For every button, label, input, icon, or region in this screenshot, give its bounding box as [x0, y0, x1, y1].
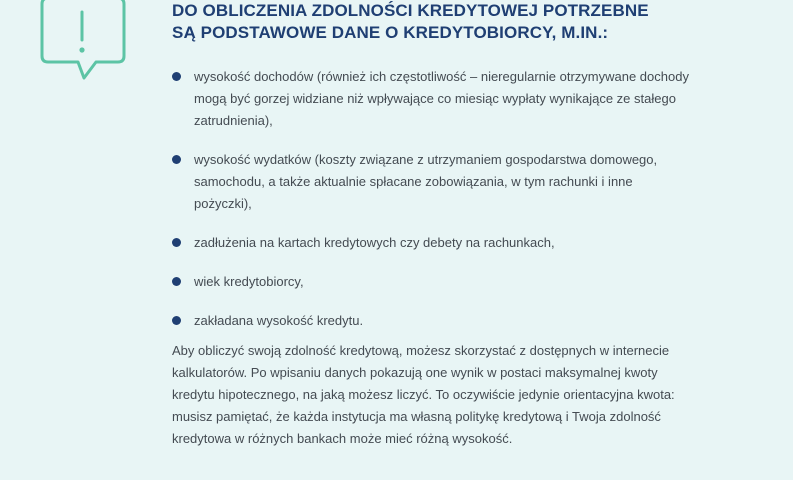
exclamation-speech-bubble-icon — [38, 0, 126, 86]
bullet-icon — [172, 316, 181, 325]
list-item — [172, 271, 692, 293]
bullet-icon — [172, 72, 181, 81]
list-item — [172, 66, 692, 132]
list-item-text: zakładana wysokość kredytu. — [194, 313, 364, 328]
body-paragraph: Aby obliczyć swoją zdolność kredytową, możesz skorzystać z dostępnych w internecie kalkulatorów. Po wpisaniu danych pokazują one wynik w postaci maksymalnej kwoty kredytu hipotecznego, na jaką możesz liczyć. To oczywiście jedynie orientacyjna kwota: musisz pamiętać, że każda instytucja ma własną politykę kredytową i Twoja zdolność kredytowa w różnych bankach może mieć różną wysokość. — [172, 343, 675, 446]
requirements-list — [172, 66, 692, 349]
list-item — [172, 232, 692, 254]
bullet-icon — [172, 155, 181, 164]
list-item — [172, 310, 692, 332]
section-heading — [172, 0, 732, 44]
heading-line-1: DO OBLICZENIA ZDOLNOŚCI KREDYTOWEJ POTRZEBNE — [172, 1, 649, 20]
list-item-text: wysokość dochodów (również ich częstotliwość – nieregularnie otrzymywane dochody mogą być gorzej widziane niż wpływające co miesiąc wypłaty wynikające ze stałego zatrudnienia), — [194, 69, 689, 128]
list-item-text: wysokość wydatków (koszty związane z utrzymaniem gospodarstwa domowego, samochodu, a także aktualnie spłacane zobowiązania, w tym rachunki i inne pożyczki), — [194, 152, 658, 211]
list-item — [172, 149, 692, 215]
heading-line-2: SĄ PODSTAWOWE DANE O KREDYTOBIORCY, M.IN.: — [172, 23, 609, 42]
bullet-icon — [172, 277, 181, 286]
bullet-icon — [172, 238, 181, 247]
list-item-text: zadłużenia na kartach kredytowych czy debety na rachunkach, — [194, 235, 555, 250]
list-item-text: wiek kredytobiorcy, — [194, 274, 304, 289]
